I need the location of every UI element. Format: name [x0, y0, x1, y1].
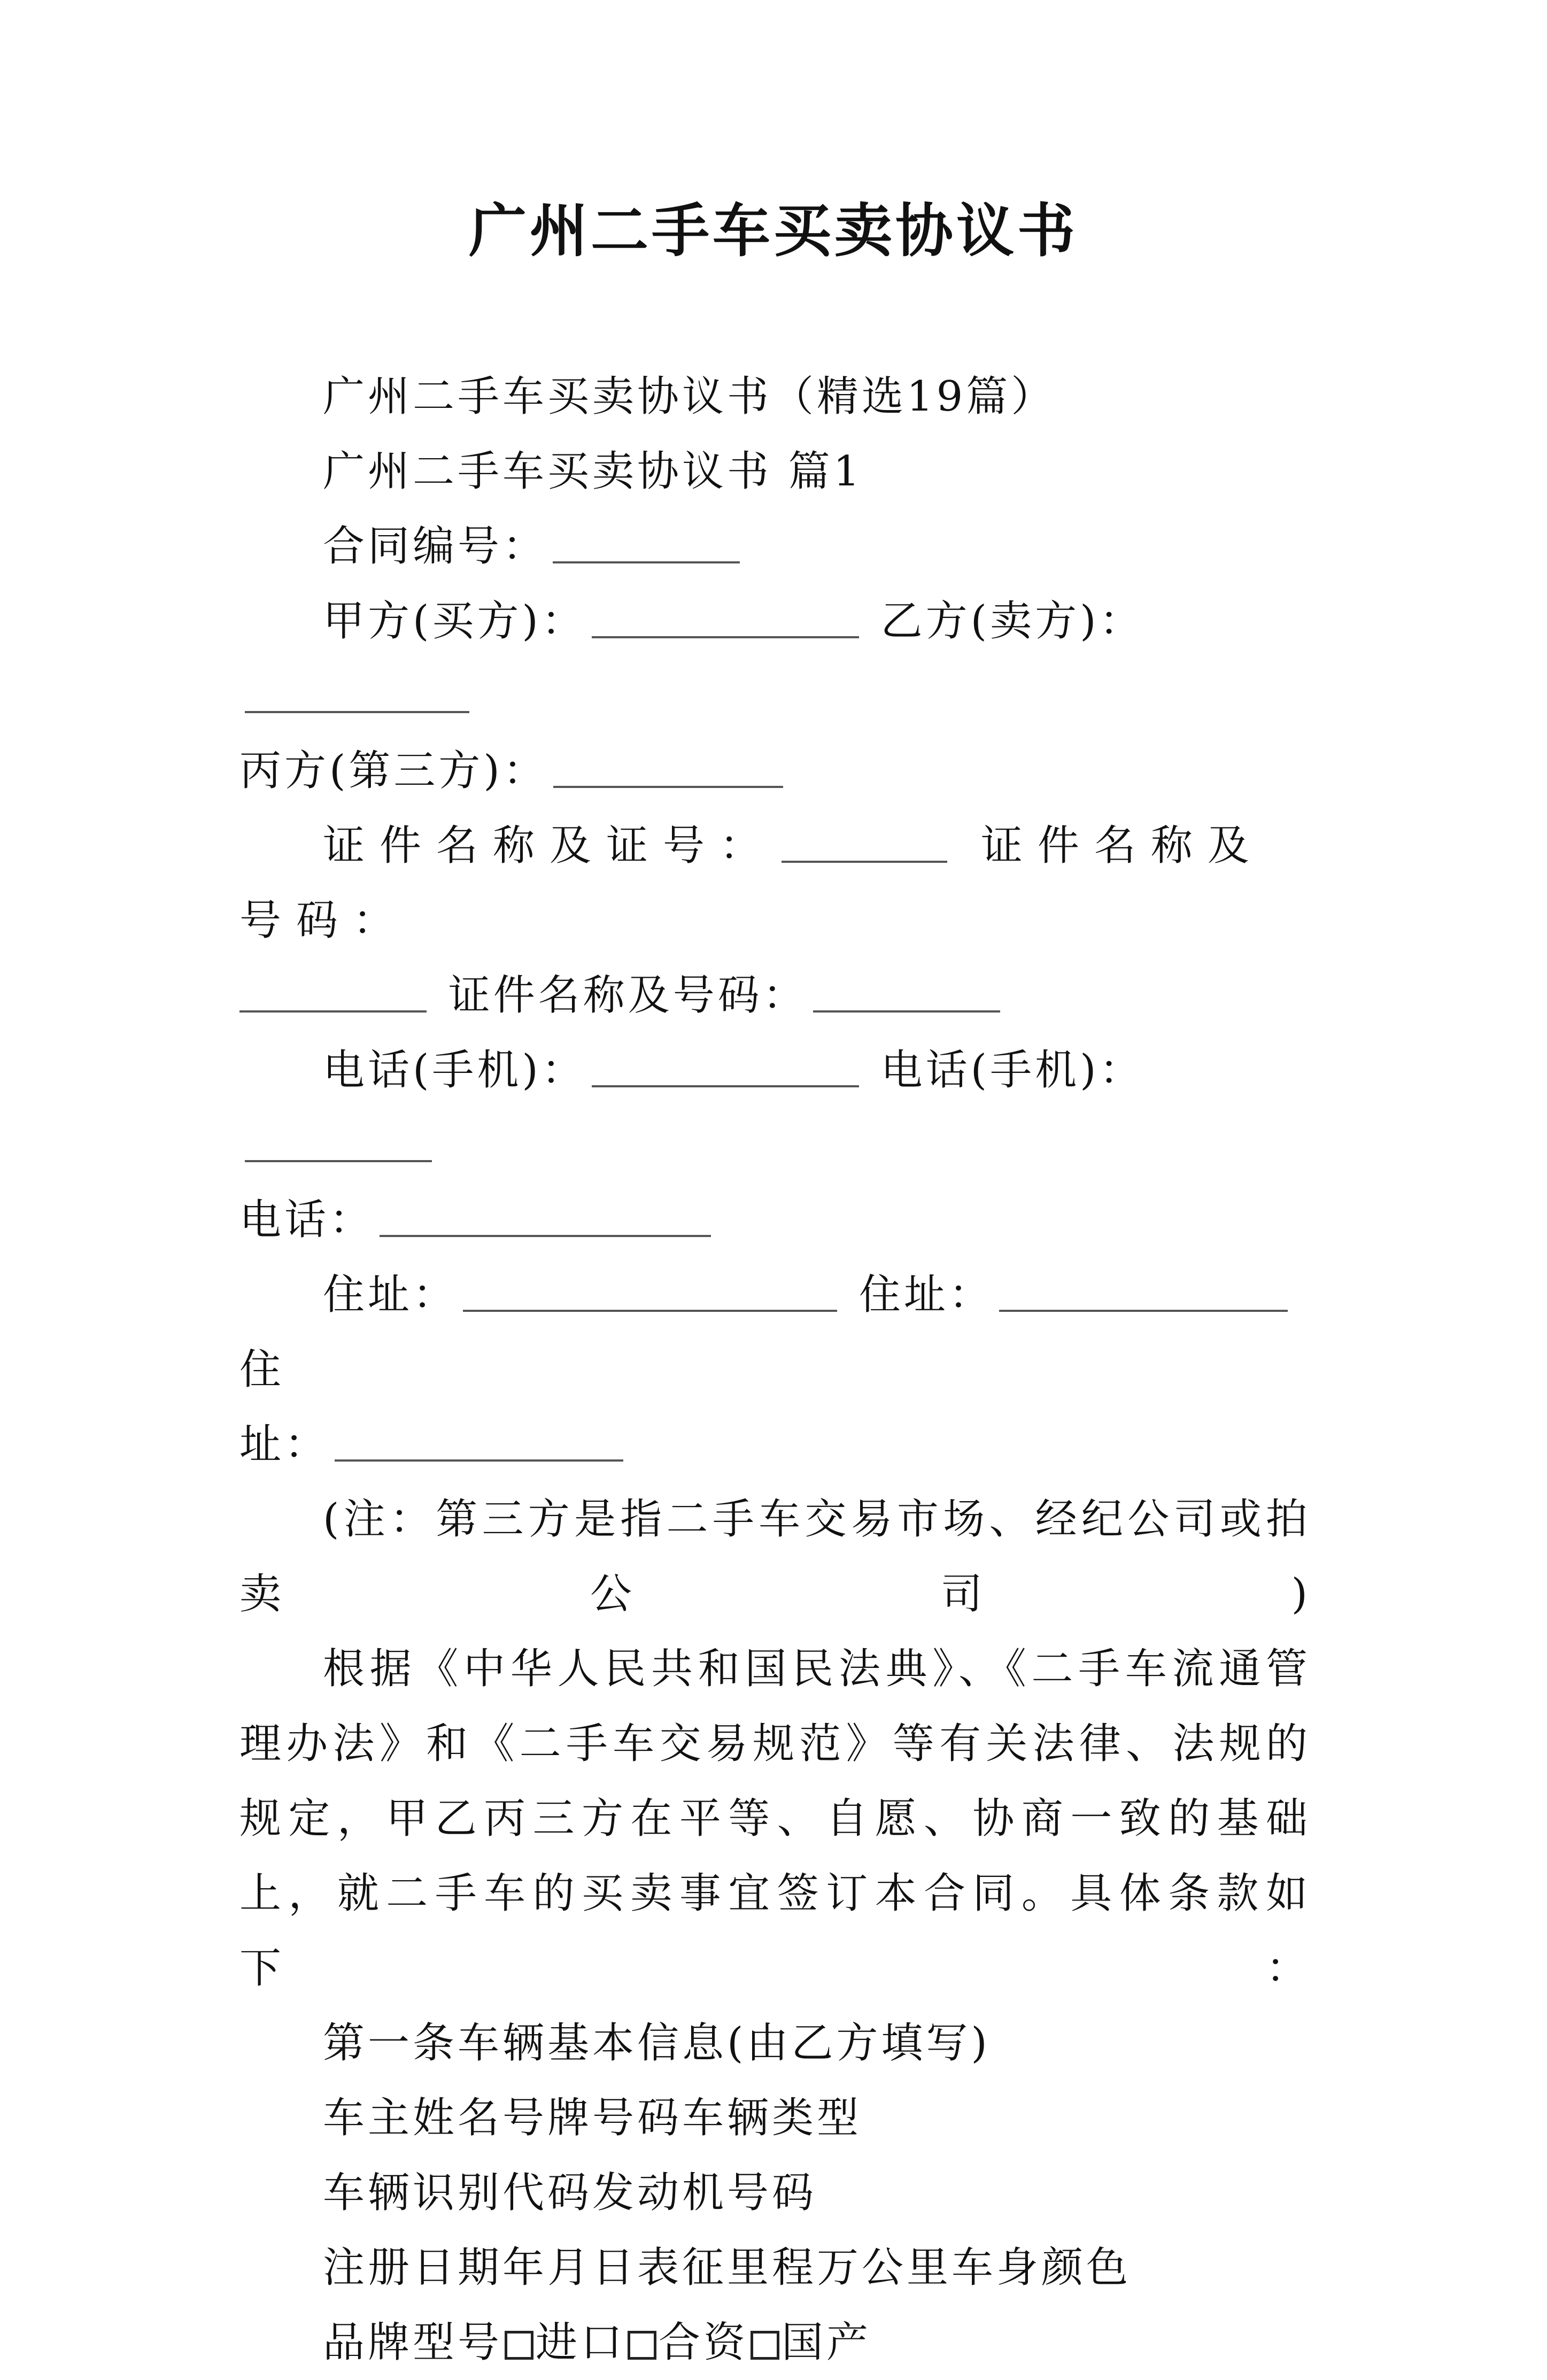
owner-line: 车主姓名号牌号码车辆类型	[323, 2094, 862, 2142]
contract-no-line	[239, 509, 1311, 584]
option-joint-venture: 合资	[659, 2319, 749, 2367]
addr-c-blank	[335, 1459, 623, 1462]
phone-a-blank	[592, 1085, 859, 1087]
chapter-heading: 广州二手车买卖协议书 篇1	[323, 447, 863, 496]
contract-no-blank	[553, 561, 740, 563]
phone-b-blank	[245, 1160, 432, 1162]
brand-line	[239, 2305, 1311, 2380]
contract-no-label: 合同编号：	[323, 522, 548, 570]
party-b-blank	[245, 711, 469, 713]
id-c-blank	[813, 1010, 1000, 1013]
addr-b-blank	[999, 1310, 1288, 1312]
parties-line	[239, 584, 1311, 733]
id-line-2	[239, 958, 1311, 1033]
addr-a-label: 住址：	[323, 1271, 458, 1319]
brand-label: 品牌型号	[323, 2319, 503, 2367]
party-a-label: 甲方(买方)：	[323, 597, 586, 645]
party-c-blank	[553, 786, 783, 788]
id-c-label: 证件名称及号码：	[448, 971, 808, 1019]
phone-line	[239, 1033, 1311, 1183]
id-a-label: 证件名称及证号：	[323, 822, 777, 870]
phone-b-label: 电话(手机)：	[880, 1046, 1144, 1094]
option-domestic: 国产	[782, 2319, 872, 2367]
intro-line: 广州二手车买卖协议书（精选19篇）	[323, 373, 1056, 421]
checkbox-joint-venture[interactable]	[628, 2331, 656, 2360]
document-title: 广州二手车买卖协议书	[468, 198, 1078, 265]
address-c-line	[239, 1407, 1311, 1482]
checkbox-import[interactable]	[505, 2331, 533, 2360]
document-body	[239, 359, 1311, 2380]
party-c-line	[239, 733, 1311, 808]
phone-c-label: 电话：	[239, 1196, 375, 1244]
addr-c-label-start: 住	[239, 1346, 285, 1394]
id-a-blank	[782, 861, 947, 863]
vin-line: 车辆识别代码发动机号码	[323, 2169, 817, 2217]
note-paragraph: (注：第三方是指二手车交易市场、经纪公司或拍卖公司)	[239, 1495, 1311, 1618]
phone-a-label: 电话(手机)：	[323, 1046, 586, 1094]
party-a-blank	[592, 636, 859, 638]
addr-c-label-end: 址：	[239, 1420, 330, 1469]
addr-a-blank	[463, 1310, 837, 1312]
phone-c-line	[239, 1183, 1311, 1257]
addr-b-label: 住址：	[858, 1271, 994, 1319]
id-b-blank	[239, 1010, 427, 1013]
checkbox-domestic[interactable]	[751, 2331, 779, 2360]
party-b-label: 乙方(卖方)：	[880, 597, 1144, 645]
basis-paragraph: 根据《中华人民共和国民法典》、《二手车流通管理办法》和《二手车交易规范》等有关法律、法规的规定，甲乙丙三方在平等、自愿、协商一致的基础上，就二手车的买卖事宜签订本合同。具体条款如下：	[239, 1645, 1311, 1992]
registration-line: 注册日期年月日表征里程万公里车身颜色	[323, 2244, 1132, 2292]
id-b-label: 证件名称及号码：	[239, 822, 1264, 945]
phone-c-blank	[380, 1235, 711, 1237]
option-import: 进口	[536, 2319, 626, 2367]
id-line	[239, 808, 1311, 958]
article-1-heading: 第一条车辆基本信息(由乙方填写)	[323, 2019, 991, 2067]
party-c-label: 丙方(第三方)：	[239, 747, 548, 795]
address-line	[239, 1257, 1311, 1407]
